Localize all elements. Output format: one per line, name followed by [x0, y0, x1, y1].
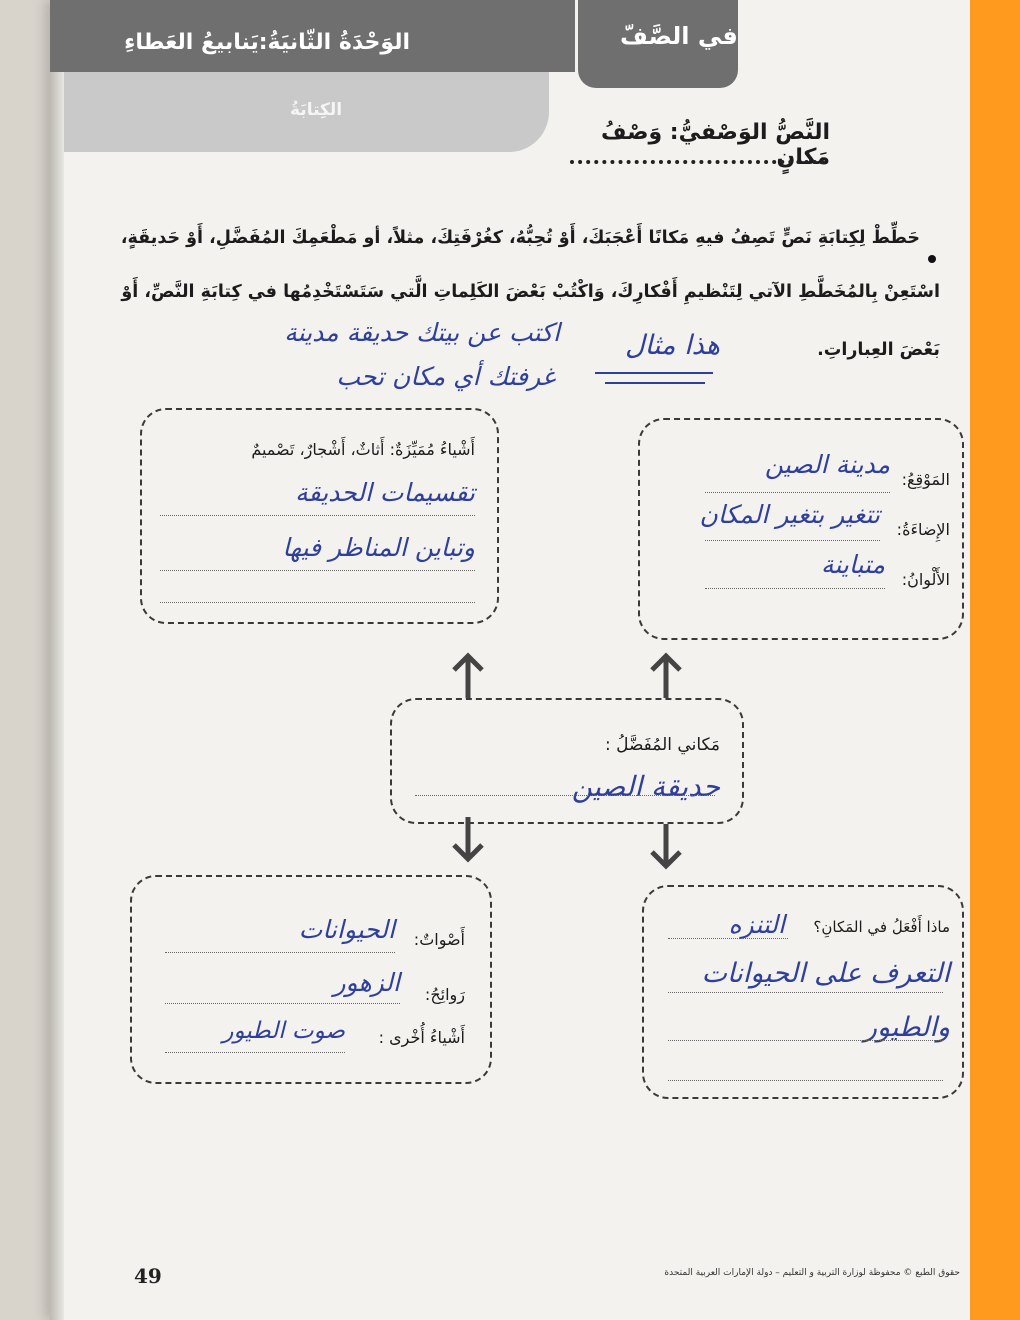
activities-answer-2: التعرف على الحيوانات: [701, 958, 950, 989]
activities-label: ماذا أَفْعَلُ في المَكانِ؟: [813, 918, 950, 936]
lighting-label: الإِضاءَةُ:: [896, 520, 950, 539]
answer-line: [668, 992, 943, 993]
box-favorite-place: [390, 698, 744, 824]
class-label: في الصَّفّ: [620, 22, 738, 50]
arrow-up-icon: [448, 650, 488, 700]
unit-title: الوَحْدَةُ الثّانيَةُ:يَنابيعُ العَطاءِ: [124, 30, 410, 55]
location-label: المَوْقِعُ:: [901, 470, 950, 489]
sounds-answer: الحيوانات: [298, 915, 395, 944]
location-answer: مدينة الصين: [764, 450, 890, 479]
instruction-line-3: بَعْضَ العِباراتِ.: [817, 340, 940, 360]
colors-answer: متباينة: [820, 550, 885, 579]
activities-answer-3: والطيور: [863, 1012, 950, 1043]
colors-label: الأَلْوانُ:: [901, 570, 950, 589]
answer-line: [160, 515, 475, 516]
distinctive-things-answer-2: وتباين المناظر فيها: [282, 533, 475, 562]
answer-line: [705, 588, 885, 589]
handwritten-note-a: هذا مثال: [625, 330, 720, 361]
answer-line: [668, 938, 788, 939]
answer-line: [165, 952, 395, 953]
arrow-down-icon: [448, 815, 488, 865]
other-label: أَشْياءُ أُخْرى :: [378, 1028, 465, 1047]
answer-line: [165, 1003, 400, 1004]
answer-line: [160, 570, 475, 571]
smells-label: رَوائِحُ:: [424, 985, 465, 1004]
copyright-notice: حقوق الطبع © محفوظة لوزارة التربية و التعليم – دولة الإمارات العربية المتحدة: [664, 1268, 960, 1278]
answer-line: [160, 602, 475, 603]
sounds-label: أَصْواتٌ:: [413, 930, 465, 949]
answer-line: [668, 1080, 943, 1081]
handwritten-note-b: اكتب عن بيتك حديقة مدينة: [284, 318, 560, 347]
arrow-up-icon: [646, 650, 686, 700]
page-number: 49: [134, 1264, 162, 1288]
distinctive-things-answer-1: تقسيمات الحديقة: [295, 478, 475, 507]
handwritten-note-c: غرفتك أي مكان تحب: [336, 362, 555, 391]
favorite-place-label: مَكاني المُفَضَّلُ :: [604, 735, 720, 755]
activities-answer-1: التنزه: [728, 910, 785, 939]
lesson-title: النَّصُّ الوَصْفيُّ: وَصْفُ مَكانٍ: [601, 120, 830, 170]
distinctive-things-label: أَشْياءُ مُمَيِّزَةٌ: أَثاثٌ، أَشْجارٌ، تَصْميمٌ: [251, 440, 475, 459]
lighting-answer: تتغير بتغير المكان: [699, 500, 880, 529]
answer-line: [415, 795, 715, 796]
answer-line: [705, 492, 890, 493]
page-binding: [50, 0, 64, 1320]
instruction-line-2: اسْتَعِنْ بِالمُخَطَّطِ الآتي لِتَنْظيمِ أَفْكارِكَ، وَاكْتُبْ بَعْضَ الكَلِماتِ الَّتي سَتَسْتَخْدِمُها في كِتابَةِ النَّصِّ، أَوْ: [121, 282, 940, 302]
other-answer: صوت الطيور: [222, 1018, 345, 1044]
answer-line: [668, 1040, 943, 1041]
instruction-line-1: حَطِّطْ لِكِتابَةِ نَصٍّ تَصِفُ فيهِ مَكانًا أَعْجَبَكَ، أَوْ تُحِبُّهُ، كغُرْفَتِكَ، مثلاً، أو مَطْعَمِكَ المُفَضَّلِ، أَوْ حَديقَةٍ،: [120, 228, 920, 248]
section-title: الكِتابَةُ: [290, 100, 343, 120]
arrow-down-icon: [646, 822, 686, 872]
answer-line: [165, 1052, 345, 1053]
favorite-place-answer: حديقة الصين: [571, 770, 720, 803]
answer-line: [705, 540, 880, 541]
smells-answer: الزهور: [333, 968, 400, 997]
page-edge-orange: [965, 0, 1020, 1320]
bullet-icon: [928, 255, 936, 263]
workbook-page: [50, 0, 970, 1320]
note-underline-2: [605, 382, 705, 384]
title-dotted-underline: [570, 160, 825, 164]
note-underline: [595, 372, 713, 374]
